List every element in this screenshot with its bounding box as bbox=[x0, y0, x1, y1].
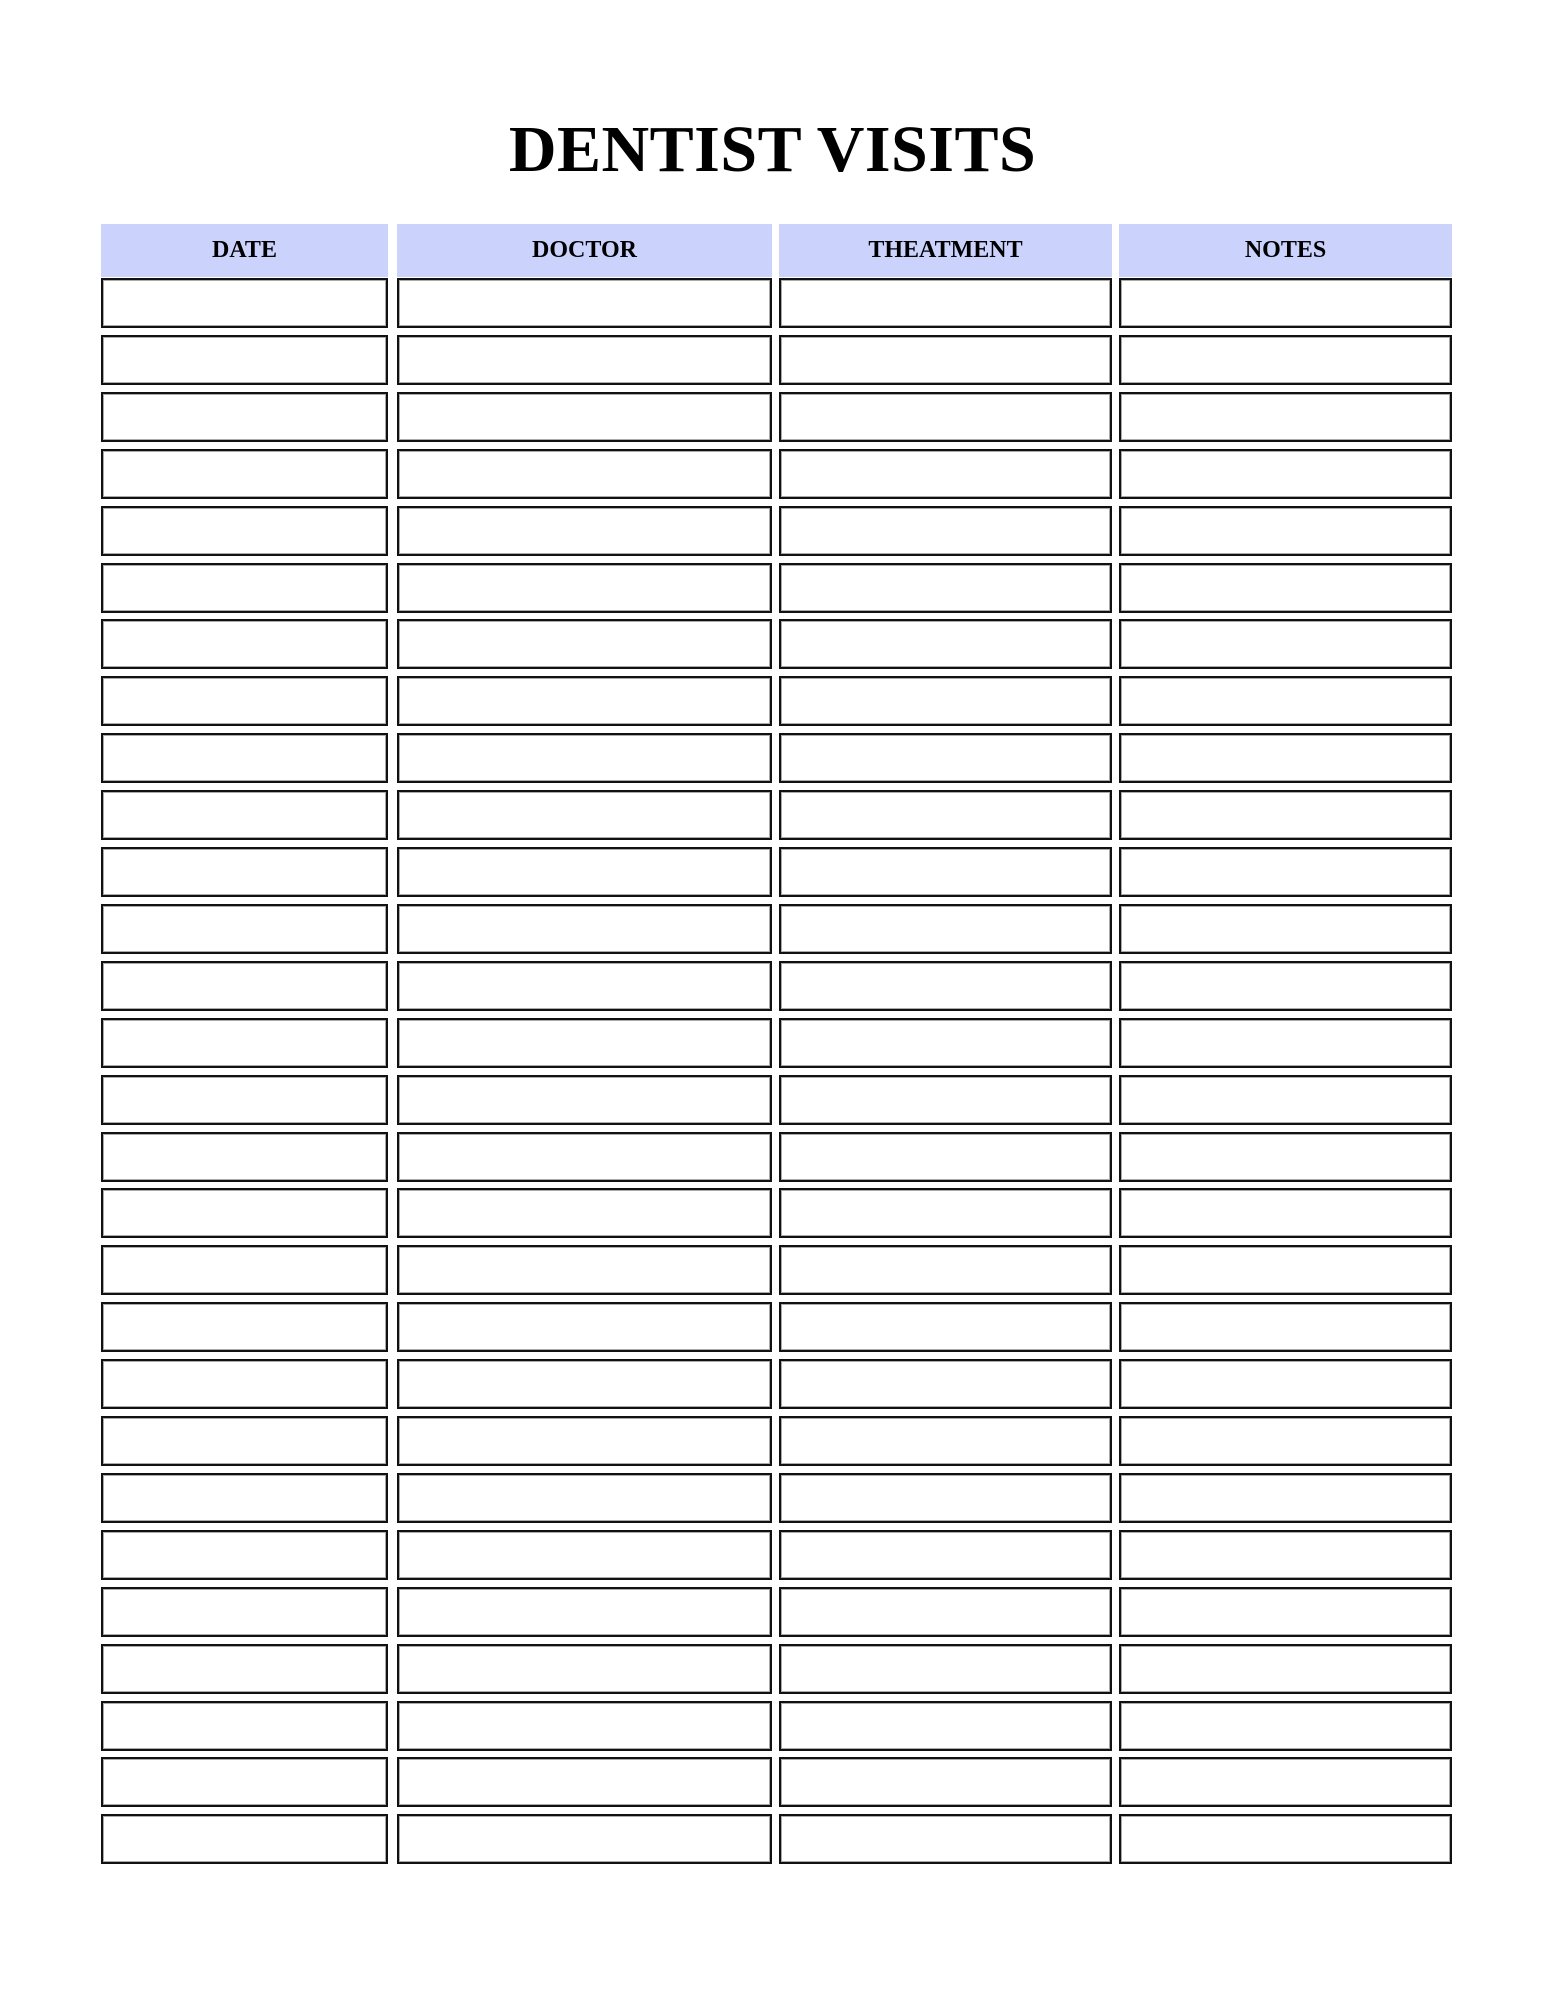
cell-doctor-16[interactable] bbox=[397, 1132, 772, 1182]
cell-notes-21[interactable] bbox=[1119, 1416, 1452, 1466]
cell-doctor-4[interactable] bbox=[397, 449, 772, 499]
column-notes bbox=[1119, 224, 1452, 277]
cell-date-19[interactable] bbox=[101, 1302, 388, 1352]
cell-doctor-23[interactable] bbox=[397, 1530, 772, 1580]
cell-doctor-17[interactable] bbox=[397, 1188, 772, 1238]
cell-notes-4[interactable] bbox=[1119, 449, 1452, 499]
cell-date-7[interactable] bbox=[101, 619, 388, 669]
cell-doctor-14[interactable] bbox=[397, 1018, 772, 1068]
cell-notes-20[interactable] bbox=[1119, 1359, 1452, 1409]
cell-date-20[interactable] bbox=[101, 1359, 388, 1409]
cell-doctor-5[interactable] bbox=[397, 506, 772, 556]
cell-doctor-7[interactable] bbox=[397, 619, 772, 669]
cell-notes-7[interactable] bbox=[1119, 619, 1452, 669]
cell-treatment-26[interactable] bbox=[779, 1701, 1112, 1751]
cell-notes-2[interactable] bbox=[1119, 335, 1452, 385]
cell-notes-24[interactable] bbox=[1119, 1587, 1452, 1637]
cell-date-10[interactable] bbox=[101, 790, 388, 840]
cell-date-4[interactable] bbox=[101, 449, 388, 499]
cell-date-16[interactable] bbox=[101, 1132, 388, 1182]
header-treatment: THEATMENT bbox=[779, 224, 1112, 277]
cell-date-21[interactable] bbox=[101, 1416, 388, 1466]
cell-notes-3[interactable] bbox=[1119, 392, 1452, 442]
cell-notes-28[interactable] bbox=[1119, 1814, 1452, 1864]
cell-treatment-9[interactable] bbox=[779, 733, 1112, 783]
cell-treatment-13[interactable] bbox=[779, 961, 1112, 1011]
cell-notes-12[interactable] bbox=[1119, 904, 1452, 954]
cell-date-5[interactable] bbox=[101, 506, 388, 556]
cell-doctor-27[interactable] bbox=[397, 1757, 772, 1807]
cell-treatment-25[interactable] bbox=[779, 1644, 1112, 1694]
cell-treatment-6[interactable] bbox=[779, 563, 1112, 613]
cell-doctor-21[interactable] bbox=[397, 1416, 772, 1466]
cell-date-2[interactable] bbox=[101, 335, 388, 385]
cell-date-13[interactable] bbox=[101, 961, 388, 1011]
column-date bbox=[101, 224, 388, 277]
cell-treatment-20[interactable] bbox=[779, 1359, 1112, 1409]
cell-notes-17[interactable] bbox=[1119, 1188, 1452, 1238]
cell-doctor-10[interactable] bbox=[397, 790, 772, 840]
cell-treatment-15[interactable] bbox=[779, 1075, 1112, 1125]
cell-notes-11[interactable] bbox=[1119, 847, 1452, 897]
cell-doctor-18[interactable] bbox=[397, 1245, 772, 1295]
cell-date-8[interactable] bbox=[101, 676, 388, 726]
cell-doctor-8[interactable] bbox=[397, 676, 772, 726]
cell-doctor-9[interactable] bbox=[397, 733, 772, 783]
cell-doctor-20[interactable] bbox=[397, 1359, 772, 1409]
cell-date-11[interactable] bbox=[101, 847, 388, 897]
cell-doctor-15[interactable] bbox=[397, 1075, 772, 1125]
header-doctor: DOCTOR bbox=[397, 224, 772, 277]
cell-notes-16[interactable] bbox=[1119, 1132, 1452, 1182]
cell-treatment-7[interactable] bbox=[779, 619, 1112, 669]
cell-treatment-27[interactable] bbox=[779, 1757, 1112, 1807]
cell-date-15[interactable] bbox=[101, 1075, 388, 1125]
cell-date-1[interactable] bbox=[101, 278, 388, 328]
cell-notes-22[interactable] bbox=[1119, 1473, 1452, 1523]
cell-notes-18[interactable] bbox=[1119, 1245, 1452, 1295]
cell-date-22[interactable] bbox=[101, 1473, 388, 1523]
cell-notes-10[interactable] bbox=[1119, 790, 1452, 840]
cell-date-17[interactable] bbox=[101, 1188, 388, 1238]
cell-doctor-25[interactable] bbox=[397, 1644, 772, 1694]
cell-treatment-22[interactable] bbox=[779, 1473, 1112, 1523]
page-title: DENTIST VISITS bbox=[508, 113, 1037, 186]
cell-notes-8[interactable] bbox=[1119, 676, 1452, 726]
cell-treatment-14[interactable] bbox=[779, 1018, 1112, 1068]
cell-notes-26[interactable] bbox=[1119, 1701, 1452, 1751]
column-doctor bbox=[397, 224, 772, 277]
cell-date-24[interactable] bbox=[101, 1587, 388, 1637]
cell-notes-13[interactable] bbox=[1119, 961, 1452, 1011]
cell-treatment-5[interactable] bbox=[779, 506, 1112, 556]
cell-doctor-22[interactable] bbox=[397, 1473, 772, 1523]
cell-notes-9[interactable] bbox=[1119, 733, 1452, 783]
cell-treatment-18[interactable] bbox=[779, 1245, 1112, 1295]
cell-treatment-11[interactable] bbox=[779, 847, 1112, 897]
cell-notes-27[interactable] bbox=[1119, 1757, 1452, 1807]
cell-treatment-21[interactable] bbox=[779, 1416, 1112, 1466]
cell-doctor-28[interactable] bbox=[397, 1814, 772, 1864]
cell-treatment-10[interactable] bbox=[779, 790, 1112, 840]
cell-date-23[interactable] bbox=[101, 1530, 388, 1580]
cell-date-25[interactable] bbox=[101, 1644, 388, 1694]
cell-notes-15[interactable] bbox=[1119, 1075, 1452, 1125]
cell-date-28[interactable] bbox=[101, 1814, 388, 1864]
cell-treatment-8[interactable] bbox=[779, 676, 1112, 726]
cell-doctor-13[interactable] bbox=[397, 961, 772, 1011]
cell-notes-6[interactable] bbox=[1119, 563, 1452, 613]
cell-treatment-12[interactable] bbox=[779, 904, 1112, 954]
cell-date-3[interactable] bbox=[101, 392, 388, 442]
cell-doctor-11[interactable] bbox=[397, 847, 772, 897]
cell-date-26[interactable] bbox=[101, 1701, 388, 1751]
cell-date-27[interactable] bbox=[101, 1757, 388, 1807]
cell-notes-14[interactable] bbox=[1119, 1018, 1452, 1068]
cell-treatment-23[interactable] bbox=[779, 1530, 1112, 1580]
cell-treatment-24[interactable] bbox=[779, 1587, 1112, 1637]
cell-date-6[interactable] bbox=[101, 563, 388, 613]
cell-doctor-24[interactable] bbox=[397, 1587, 772, 1637]
cell-doctor-3[interactable] bbox=[397, 392, 772, 442]
cell-treatment-17[interactable] bbox=[779, 1188, 1112, 1238]
cell-notes-19[interactable] bbox=[1119, 1302, 1452, 1352]
cell-doctor-2[interactable] bbox=[397, 335, 772, 385]
header-date: DATE bbox=[101, 224, 388, 277]
column-treatment bbox=[779, 224, 1112, 277]
cell-doctor-26[interactable] bbox=[397, 1701, 772, 1751]
cell-date-18[interactable] bbox=[101, 1245, 388, 1295]
cell-treatment-4[interactable] bbox=[779, 449, 1112, 499]
cell-date-14[interactable] bbox=[101, 1018, 388, 1068]
cell-notes-23[interactable] bbox=[1119, 1530, 1452, 1580]
cell-treatment-2[interactable] bbox=[779, 335, 1112, 385]
cell-treatment-1[interactable] bbox=[779, 278, 1112, 328]
cell-treatment-3[interactable] bbox=[779, 392, 1112, 442]
cell-treatment-28[interactable] bbox=[779, 1814, 1112, 1864]
cell-date-12[interactable] bbox=[101, 904, 388, 954]
header-notes: NOTES bbox=[1119, 224, 1452, 277]
cell-notes-25[interactable] bbox=[1119, 1644, 1452, 1694]
cell-doctor-12[interactable] bbox=[397, 904, 772, 954]
cell-treatment-19[interactable] bbox=[779, 1302, 1112, 1352]
cell-notes-1[interactable] bbox=[1119, 278, 1452, 328]
cell-doctor-6[interactable] bbox=[397, 563, 772, 613]
cell-notes-5[interactable] bbox=[1119, 506, 1452, 556]
cell-doctor-19[interactable] bbox=[397, 1302, 772, 1352]
cell-doctor-1[interactable] bbox=[397, 278, 772, 328]
cell-treatment-16[interactable] bbox=[779, 1132, 1112, 1182]
cell-date-9[interactable] bbox=[101, 733, 388, 783]
